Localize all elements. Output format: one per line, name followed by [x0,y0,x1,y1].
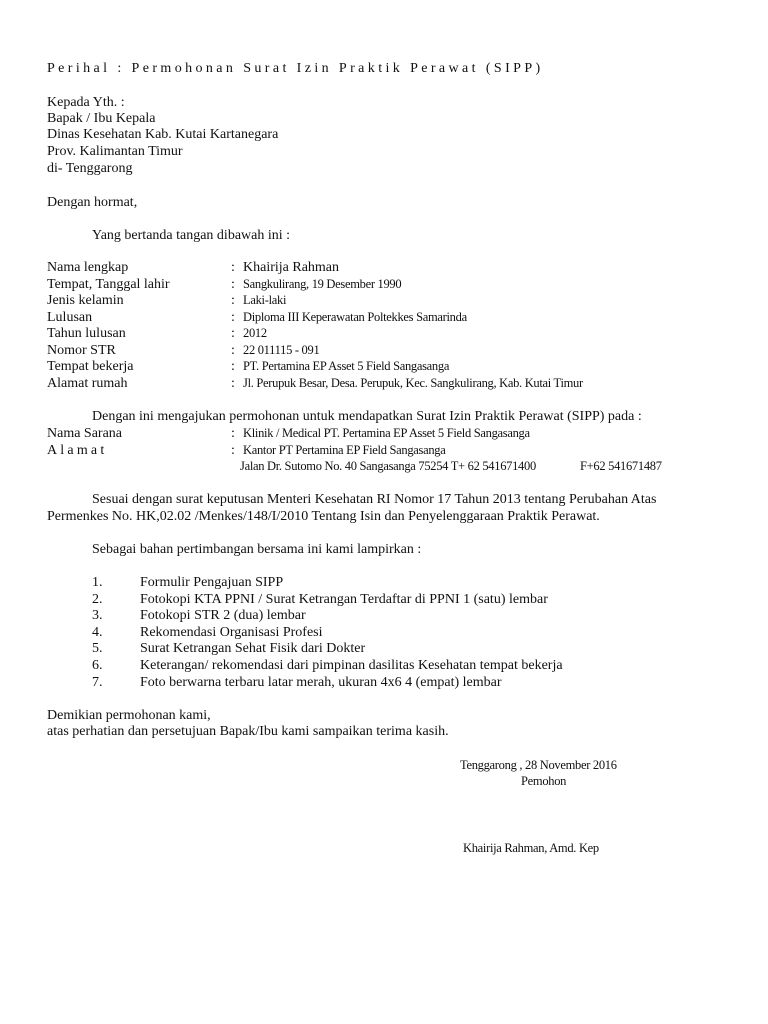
list-item-number: 5. [92,641,103,656]
field-value: Khairija Rahman [243,260,340,275]
recipient-line-5: di- Tenggarong [47,161,133,176]
field-label: Nomor STR [47,343,116,358]
field-label: Jenis kelamin [47,293,124,308]
signature-place-date: Tenggarong , 28 November 2016 [460,758,617,772]
field-colon: : [231,443,235,458]
closing-line-2: atas perhatian dan persetujuan Bapak/Ibu kami sampaikan terima kasih. [47,724,449,739]
recipient-line-2: Bapak / Ibu Kepala [47,111,156,126]
field-colon: : [231,277,235,292]
letter-subject: Perihal : Permohonan Surat Izin Praktik Perawat (SIPP) [47,61,544,76]
decree-line-1: Sesuai dengan surat keputusan Menteri Kesehatan RI Nomor 17 Tahun 2013 tentang Perubahan Atas [92,492,657,507]
decree-line-2: Permenkes No. HK,02.02 /Menkes/148/I/2010 Tentang Isin dan Penyelenggaraan Praktik Perawat. [47,509,600,524]
list-item-text: Formulir Pengajuan SIPP [140,575,284,590]
list-item-text: Rekomendasi Organisasi Profesi [140,625,323,640]
signature-name: Khairija Rahman, Amd. Kep [463,841,599,855]
list-item-number: 7. [92,675,103,690]
facility-name-label: Nama Sarana [47,426,123,441]
field-label: Tempat, Tanggal lahir [47,277,170,292]
field-label: Tempat bekerja [47,359,134,374]
attachments-intro: Sebagai bahan pertimbangan bersama ini kami lampirkan : [92,542,422,557]
request-text: Dengan ini mengajukan permohonan untuk mendapatkan Surat Izin Praktik Perawat (SIPP) pada : [92,409,642,424]
recipient-line-3: Dinas Kesehatan Kab. Kutai Kartanegara [47,127,279,142]
field-colon: : [231,260,235,275]
field-colon: : [231,426,235,441]
field-value: PT. Pertamina EP Asset 5 Field Sangasanga [243,359,450,373]
field-colon: : [231,343,235,358]
field-colon: : [231,310,235,325]
list-item-number: 1. [92,575,103,590]
field-value: Jl. Perupuk Besar, Desa. Perupuk, Kec. Sangkulirang, Kab. Kutai Timur [243,376,583,390]
list-item-text: Keterangan/ rekomendasi dari pimpinan dasilitas Kesehatan tempat bekerja [140,658,563,673]
field-colon: : [231,293,235,308]
field-label: Alamat rumah [47,376,128,391]
recipient-line-4: Prov. Kalimantan Timur [47,144,183,159]
field-colon: : [231,359,235,374]
field-label: Lulusan [47,310,93,325]
field-colon: : [231,326,235,341]
facility-fax: F+62 541671487 [580,459,662,473]
closing-line-1: Demikian permohonan kami, [47,708,211,723]
list-item-text: Foto berwarna terbaru latar merah, ukuran 4x6 4 (empat) lembar [140,675,502,690]
field-colon: : [231,376,235,391]
list-item-number: 4. [92,625,103,640]
list-item-number: 6. [92,658,103,673]
salutation: Dengan hormat, [47,195,138,210]
facility-address-line-2: Jalan Dr. Sutomo No. 40 Sangasanga 75254 T+ 62 541671400 [240,459,536,473]
recipient-line-1: Kepada Yth. : [47,95,125,110]
list-item-number: 3. [92,608,103,623]
signature-role: Pemohon [521,774,567,788]
list-item-text: Fotokopi STR 2 (dua) lembar [140,608,306,623]
list-item-text: Fotokopi KTA PPNI / Surat Ketrangan Terdaftar di PPNI 1 (satu) lembar [140,592,548,607]
facility-address-label: Alamat [47,443,108,458]
field-label: Nama lengkap [47,260,129,275]
field-value: 2012 [243,326,267,340]
field-value: Sangkulirang, 19 Desember 1990 [243,277,402,291]
field-value: Laki-laki [243,293,287,307]
field-value: Diploma III Keperawatan Poltekkes Samarinda [243,310,467,324]
field-value: 22 011115 - 091 [243,343,320,357]
facility-name-value: Klinik / Medical PT. Pertamina EP Asset 5 Field Sangasanga [243,426,530,440]
list-item-text: Surat Ketrangan Sehat Fisik dari Dokter [140,641,366,656]
intro-text: Yang bertanda tangan dibawah ini : [92,228,291,243]
field-label: Tahun lulusan [47,326,126,341]
list-item-number: 2. [92,592,103,607]
facility-address-line-1: Kantor PT Pertamina EP Field Sangasanga [243,443,446,457]
